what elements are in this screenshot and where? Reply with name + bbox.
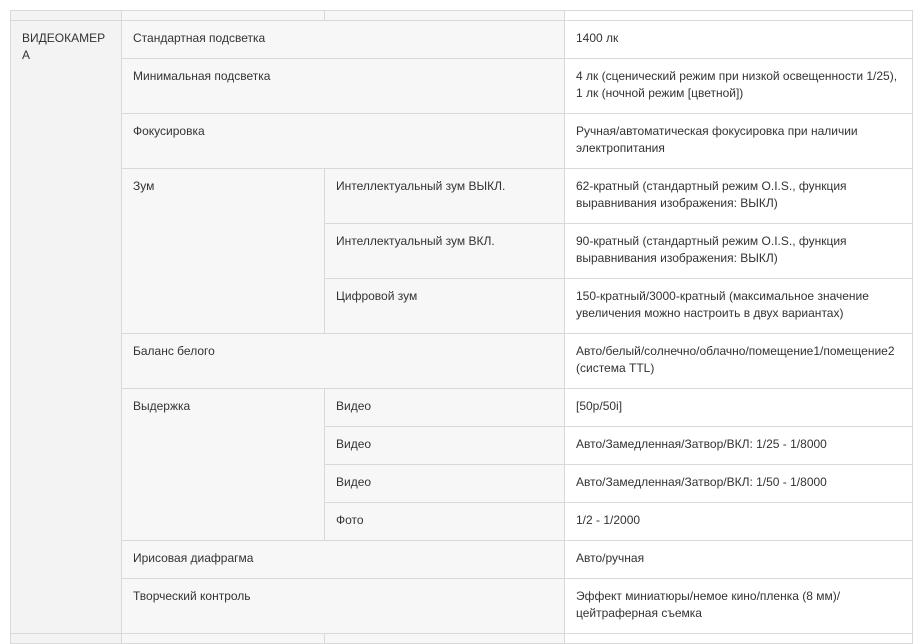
spec-subname: Видео (325, 465, 565, 503)
spec-subname: Видео (325, 389, 565, 427)
spec-value: 1400 лк (565, 21, 913, 59)
spec-value: Авто/Замедленная/Затвор/ВКЛ: 1/25 - 1/8000 (565, 427, 913, 465)
spec-subname: Интеллектуальный зум ВКЛ. (325, 224, 565, 279)
spec-subname: Видео (325, 427, 565, 465)
spec-name: Стандартная подсветка (122, 21, 565, 59)
spec-value: Эффект миниатюры/немое кино/пленка (8 мм)/цейтраферная съемка (565, 579, 913, 634)
spec-name: Минимальная подсветка (122, 59, 565, 114)
spec-subname: Фото (325, 503, 565, 541)
table-row (11, 114, 913, 169)
spec-value: 90-кратный (стандартный режим O.I.S., функция выравнивания изображения: ВЫКЛ) (565, 224, 913, 279)
table-row (11, 579, 913, 634)
table-row-partial-bottom (11, 634, 913, 644)
table-row (11, 389, 913, 427)
table-row-partial-top (11, 11, 913, 21)
spec-value: Авто/Замедленная/Затвор/ВКЛ: 1/50 - 1/8000 (565, 465, 913, 503)
table-row (11, 169, 913, 224)
table-row (11, 541, 913, 579)
spec-subname: Цифровой зум (325, 279, 565, 334)
spec-name: Зум (122, 169, 325, 334)
spec-value: Авто/ручная (565, 541, 913, 579)
spec-name: Ирисовая диафрагма (122, 541, 565, 579)
spec-value: 4 лк (сценический режим при низкой освещенности 1/25), 1 лк (ночной режим [цветной]) (565, 59, 913, 114)
table-row (11, 59, 913, 114)
spec-value: Авто/белый/солнечно/облачно/помещение1/помещение2 (система TTL) (565, 334, 913, 389)
spec-name: Фокусировка (122, 114, 565, 169)
table-row (11, 21, 913, 59)
spec-value: 150-кратный/3000-кратный (максимальное значение увеличения можно настроить в двух вариантах) (565, 279, 913, 334)
spec-table (10, 10, 913, 644)
spec-value: Ручная/автоматическая фокусировка при наличии электропитания (565, 114, 913, 169)
table-row (11, 334, 913, 389)
section-label: ВИДЕОКАМЕРА (11, 21, 122, 634)
spec-value: 62-кратный (стандартный режим O.I.S., функция выравнивания изображения: ВЫКЛ) (565, 169, 913, 224)
spec-name: Баланс белого (122, 334, 565, 389)
spec-name: Выдержка (122, 389, 325, 541)
spec-value: [50p/50i] (565, 389, 913, 427)
spec-value: 1/2 - 1/2000 (565, 503, 913, 541)
spec-name: Творческий контроль (122, 579, 565, 634)
spec-subname: Интеллектуальный зум ВЫКЛ. (325, 169, 565, 224)
